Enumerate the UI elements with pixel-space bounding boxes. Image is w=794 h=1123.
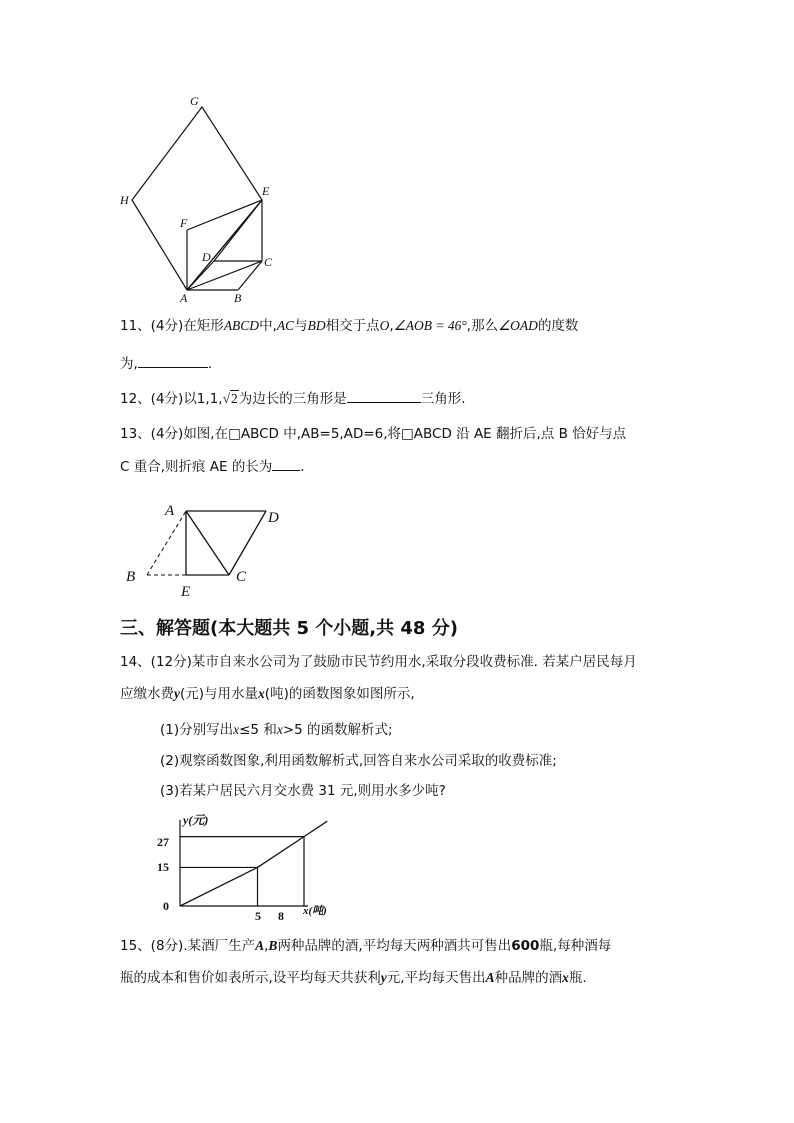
q14-var-x: x — [258, 686, 265, 701]
q15-text: 瓶的成本和售价如表所示,设平均每天共获利 — [120, 970, 381, 986]
q12-text: 为边长的三角形是 — [238, 391, 347, 407]
function-line-segment-1 — [180, 867, 258, 906]
q14-sub1-text: >5 的函数解析式; — [282, 722, 393, 738]
q15-text: 元,平均每天售出 — [386, 970, 486, 986]
question-14-sub3: (3)若某户居民六月交水费 31 元,则用水多少吨? — [160, 783, 446, 799]
x-tick-label-8: 8 — [278, 909, 284, 923]
x-tick-label-5: 5 — [255, 909, 261, 923]
label-B: B — [126, 569, 136, 585]
question-12 — [120, 388, 680, 409]
label-H: H — [120, 193, 129, 207]
origin-label: 0 — [163, 899, 169, 913]
q15-brand-b: B — [268, 938, 278, 953]
question-13-number: 13、(4分) — [120, 426, 184, 442]
y-axis-label: y(元) — [183, 813, 209, 827]
question-14-number: 14、(12分) — [120, 654, 192, 670]
q14-text: (吨)的函数图象如图所示, — [264, 686, 415, 702]
q11-angle-aob: ∠AOB = 46° — [393, 318, 467, 333]
question-11-line2 — [120, 353, 680, 374]
q11-text: ,那么 — [466, 318, 499, 334]
q11-text: 相交于点 — [325, 318, 380, 334]
q15-var-y: y — [380, 970, 387, 985]
q13-text: C 重合,则折痕 AE 的长为 — [120, 459, 273, 475]
q12-text: 以1,1, — [183, 391, 223, 407]
question-15-line2 — [120, 968, 680, 988]
sqrt-symbol: √2 — [222, 391, 238, 406]
question-14-sub2: (2)观察函数图象,利用函数解析式,回答自来水公司采取的收费标准; — [160, 753, 557, 769]
q14-text: 应缴水费 — [120, 686, 174, 702]
answer-blank[interactable] — [347, 388, 421, 403]
q11-point-o: O — [379, 318, 390, 333]
question-13-line1 — [120, 424, 680, 444]
label-A: A — [165, 503, 175, 519]
q14-var-x: x — [276, 722, 283, 737]
question-13 — [120, 424, 680, 477]
answer-blank[interactable] — [272, 456, 300, 471]
label-B: B — [234, 291, 242, 305]
q11-angle-oad: ∠OAD — [498, 318, 538, 333]
question-11-number: 11、(4分) — [120, 318, 184, 334]
question-15-number: 15、(8分) — [120, 938, 184, 954]
segment-AD — [187, 261, 214, 290]
question-14-line1 — [120, 652, 680, 672]
section-heading: 三、解答题(本大题共 5 个小题,共 48 分) — [120, 618, 458, 639]
label-F: F — [180, 216, 188, 230]
question-15 — [120, 936, 680, 988]
q15-text: 瓶. — [568, 970, 587, 986]
q14-text: 某市自来水公司为了鼓励市民节约用水,采取分段收费标准. 若某户居民每月 — [191, 654, 637, 670]
q15-text: 瓶,每种酒每 — [539, 938, 612, 954]
segment-DC — [229, 511, 266, 575]
x-axis-label: x(吨) — [303, 905, 327, 917]
label-C: C — [264, 255, 273, 269]
function-line-segment-3 — [304, 821, 327, 836]
geometry-figure-rhombus — [110, 90, 300, 310]
water-fee-chart — [150, 808, 360, 923]
label-G: G — [190, 94, 199, 108]
rhombus-outline — [132, 107, 262, 290]
q11-ac: AC — [276, 318, 295, 333]
answer-blank[interactable] — [138, 353, 208, 368]
q14-text: (元)与用水量 — [180, 686, 259, 702]
question-14-line2 — [120, 684, 680, 704]
geometry-figure-parallelogram — [120, 498, 290, 600]
y-tick-label-27: 27 — [157, 835, 169, 849]
q15-number-600: 600 — [511, 938, 540, 954]
q11-text: , — [389, 318, 394, 334]
q15-text: 种品牌的酒 — [494, 970, 563, 986]
q14-var-y: y — [174, 686, 180, 701]
question-14 — [120, 652, 680, 704]
q15-var-x: x — [562, 970, 569, 985]
q11-text: 与 — [294, 318, 308, 334]
question-12-number: 12、(4分) — [120, 391, 184, 407]
label-C: C — [236, 569, 247, 585]
q11-bd: BD — [307, 318, 326, 333]
question-11 — [120, 316, 680, 374]
q15-text: , — [264, 938, 269, 954]
question-13-line2 — [120, 456, 680, 477]
q14-sub1-text: ≤5 和 — [239, 722, 277, 738]
function-line-segment-2 — [258, 837, 305, 868]
q13-text: 如图,在□ABCD 中,AB=5,AD=6,将□ABCD 沿 AE 翻折后,点 B 恰好与点 — [183, 426, 627, 442]
question-11-line1 — [120, 316, 680, 336]
q15-brand-a: A — [255, 938, 265, 953]
question-15-line1 — [120, 936, 680, 956]
q13-text: . — [300, 459, 305, 475]
q11-rect-name: ABCD — [223, 318, 260, 333]
label-E: E — [181, 584, 191, 600]
sqrt-radicand: 2 — [231, 391, 238, 406]
segment-BA-dashed — [147, 511, 186, 575]
label-A: A — [180, 291, 188, 305]
y-tick-label-15: 15 — [157, 860, 169, 874]
q15-text: 两种品牌的酒,平均每天两种酒共可售出 — [277, 938, 512, 954]
q12-text: 三角形. — [420, 391, 466, 407]
q15-text: .某酒厂生产 — [183, 938, 256, 954]
q11-text: 中, — [259, 318, 277, 334]
label-D: D — [268, 510, 279, 526]
question-14-sub1 — [160, 718, 393, 738]
label-E: E — [262, 184, 270, 198]
q11-text: 在矩形 — [183, 318, 224, 334]
q11-text: 的度数 — [537, 318, 579, 334]
label-D: D — [202, 250, 211, 264]
q15-brand-a: A — [485, 970, 495, 985]
q11-text: . — [207, 356, 213, 372]
q14-sub1-text: (1)分别写出 — [160, 722, 234, 738]
segment-AC — [186, 511, 229, 575]
q14-var-x: x — [233, 722, 240, 737]
q11-text: 为, — [120, 356, 138, 372]
